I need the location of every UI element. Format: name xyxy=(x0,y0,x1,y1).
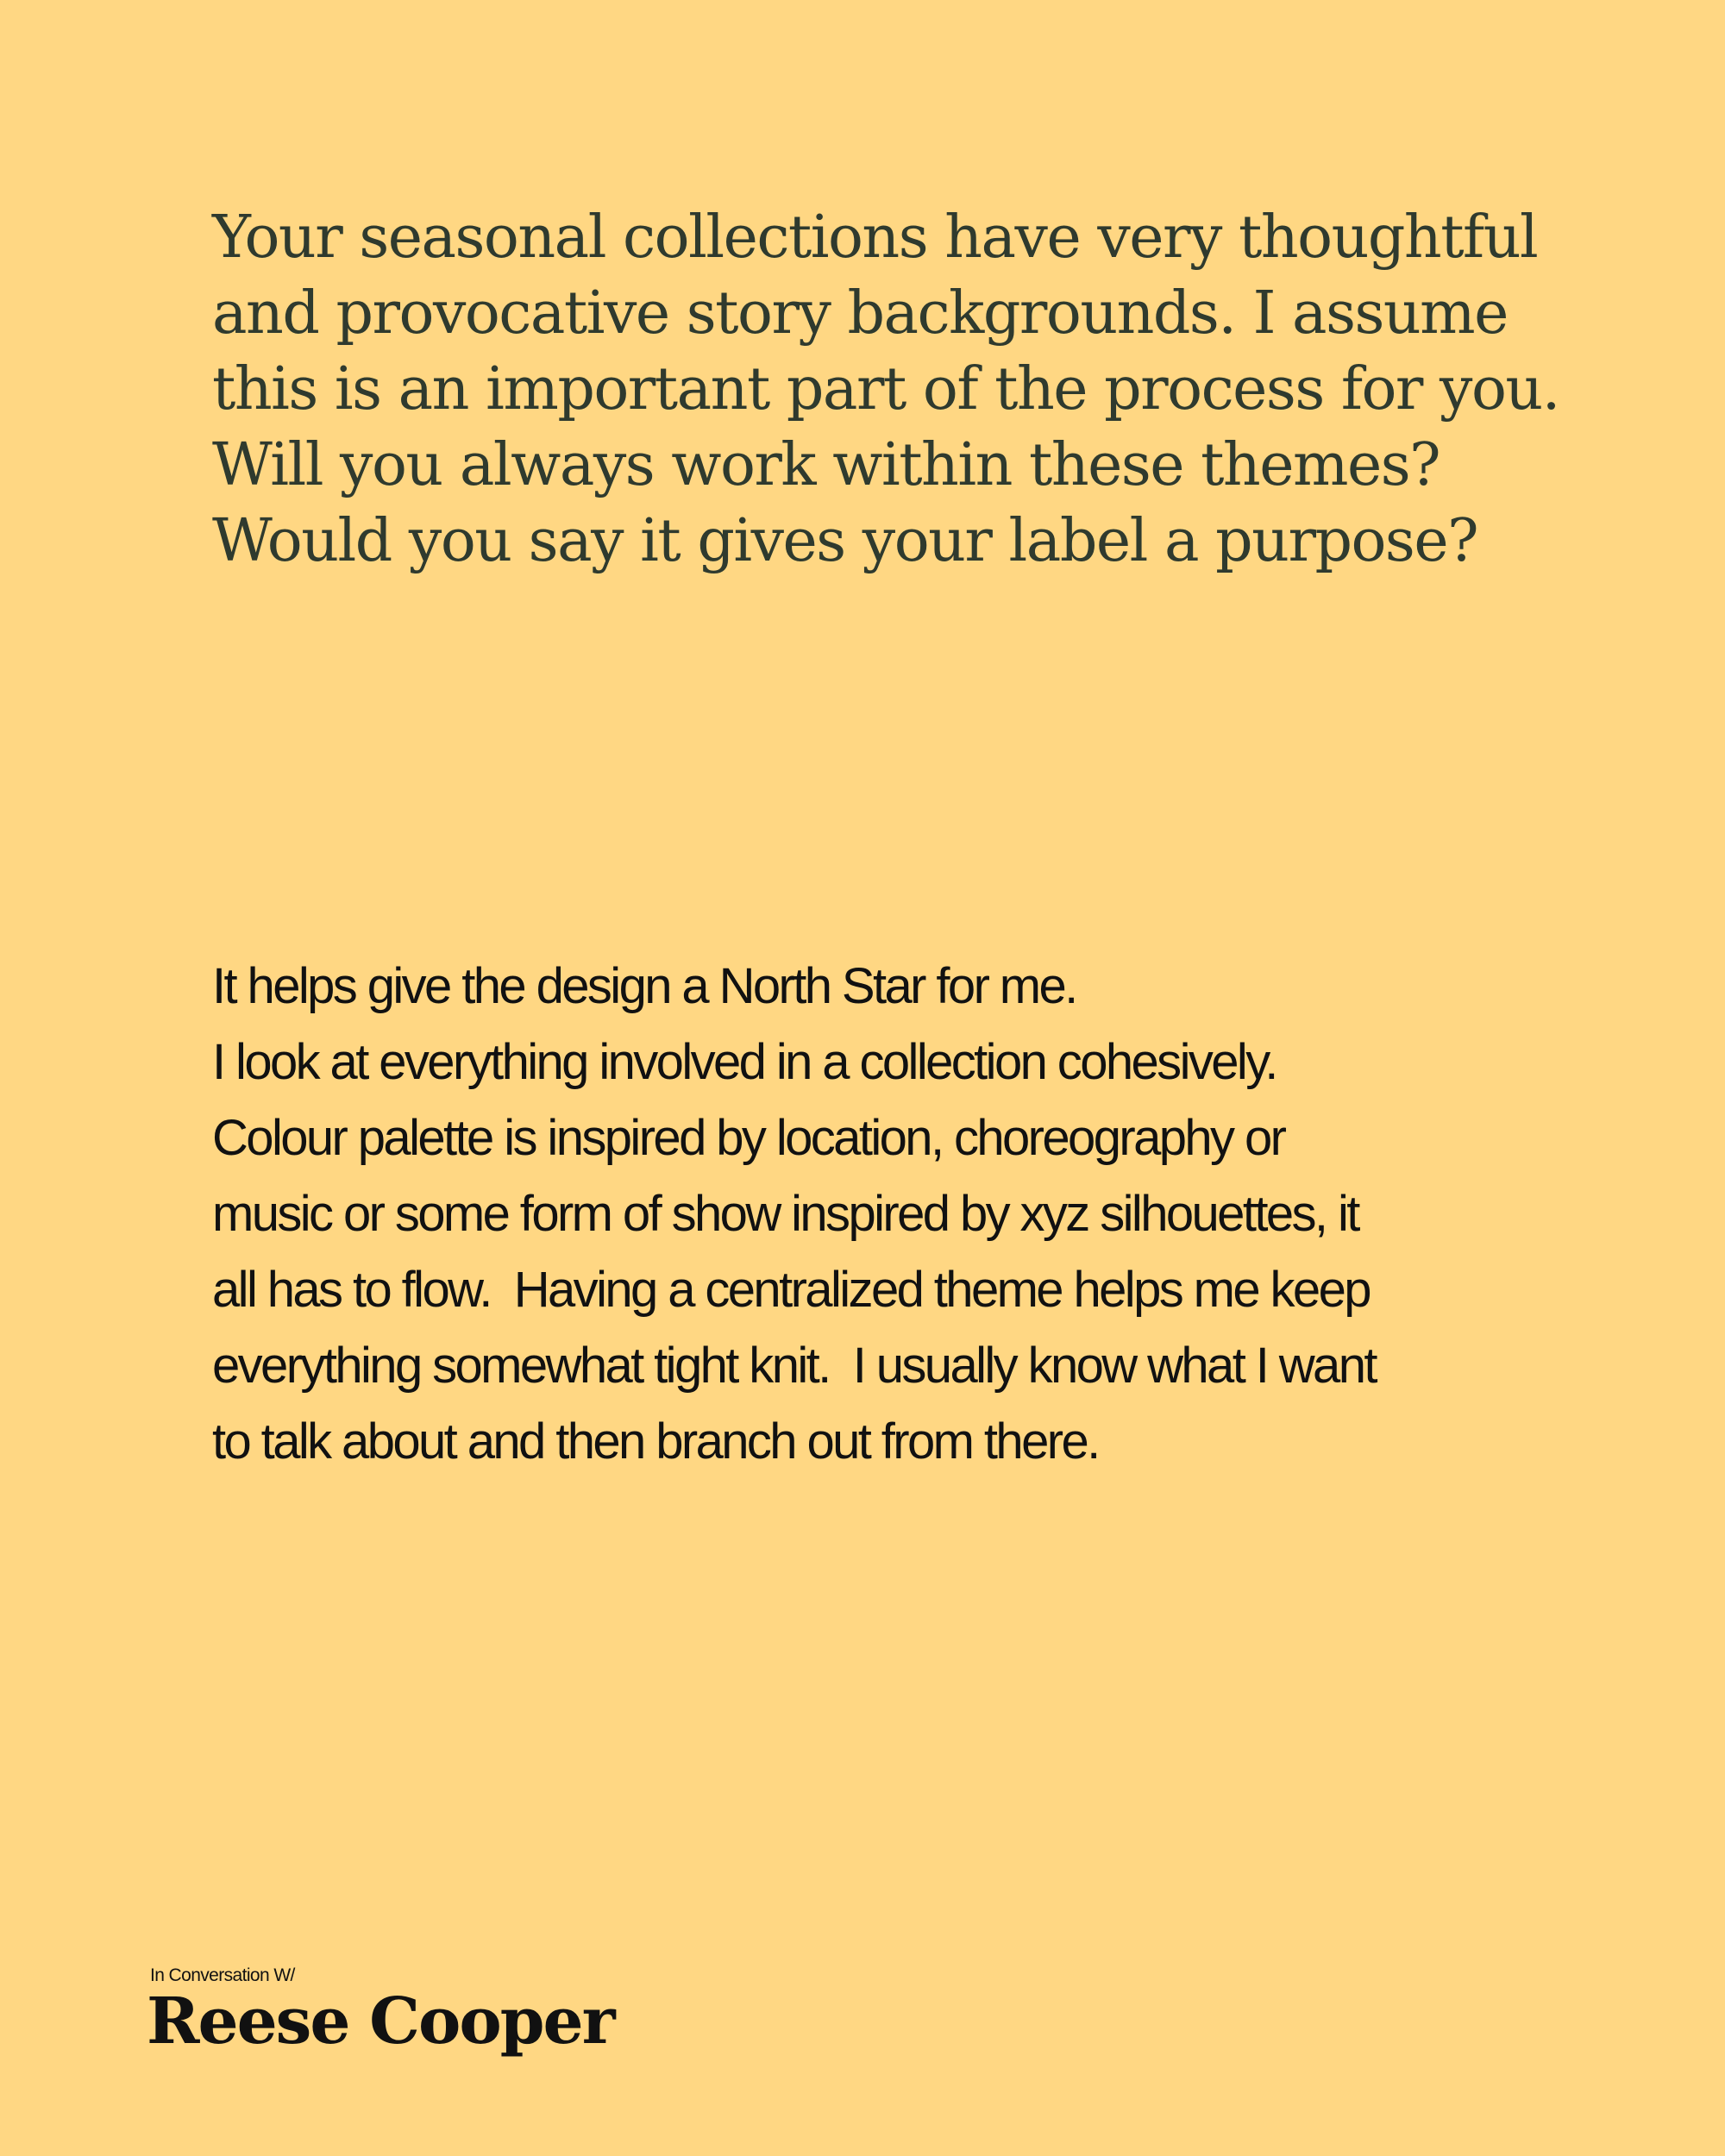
answer-line: to talk about and then branch out from there. xyxy=(212,1413,1099,1470)
answer-line: It helps give the design a North Star for me. xyxy=(212,958,1076,1014)
interview-question xyxy=(212,200,1592,580)
answer-line: music or some form of show inspired by xyz silhouettes, it xyxy=(212,1186,1358,1242)
answer-line: everything somewhat tight knit. I usually know what I want xyxy=(212,1338,1376,1394)
answer-line: Colour palette is inspired by location, choreography or xyxy=(212,1110,1285,1166)
answer-line: all has to flow. Having a centralized theme helps me keep xyxy=(212,1262,1370,1318)
series-footer xyxy=(147,1965,614,2058)
question-line: Your seasonal collections have very thoughtful xyxy=(212,204,1538,272)
question-line: Would you say it gives your label a purpose? xyxy=(212,507,1478,575)
interview-answer xyxy=(212,949,1627,1480)
answer-line: I look at everything involved in a collection cohesively. xyxy=(212,1034,1276,1090)
question-line: Will you always work within these themes? xyxy=(212,431,1440,499)
question-line: and provocative story backgrounds. I assume xyxy=(212,279,1508,348)
series-kicker: In Conversation W/ xyxy=(150,1965,295,1985)
question-line: this is an important part of the process for you. xyxy=(212,355,1559,423)
interviewee-name: Reese Cooper xyxy=(147,1984,614,2059)
